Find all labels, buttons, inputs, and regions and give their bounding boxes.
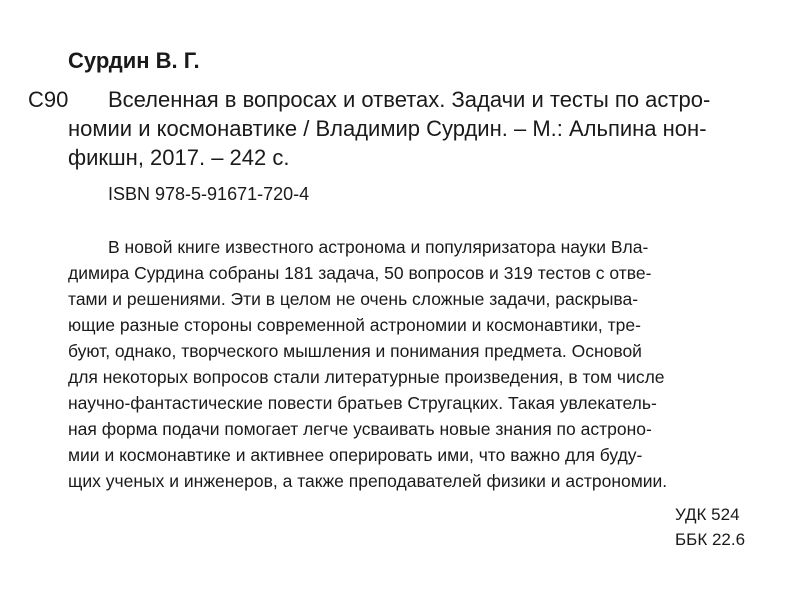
bbk-code: ББК 22.6 bbox=[675, 530, 746, 549]
annotation-line: буют, однако, творческого мышления и понимания предмета. Основой bbox=[68, 341, 642, 361]
annotation-line: научно-фантастические повести братьев Стругацких. Такая увлекатель- bbox=[68, 393, 657, 413]
annotation-line: для некоторых вопросов стали литературные произведения, в том числе bbox=[68, 367, 665, 387]
reference-line: Вселенная в вопросах и ответах. Задачи и тесты по астро- bbox=[108, 87, 711, 112]
annotation-line: димира Сурдина собраны 181 задача, 50 вопросов и 319 тестов с отве- bbox=[68, 263, 652, 283]
reference-line: фикшн, 2017. – 242 с. bbox=[68, 145, 290, 170]
isbn: ISBN 978-5-91671-720-4 bbox=[108, 184, 310, 204]
author-heading: Сурдин В. Г. bbox=[68, 48, 200, 73]
annotation-line: щих ученых и инженеров, а также преподавателей физики и астрономии. bbox=[68, 471, 668, 491]
annotation-line: ная форма подачи помогает легче усваивать новые знания по астроно- bbox=[68, 419, 652, 439]
annotation-line: В новой книге известного астронома и популяризатора науки Вла- bbox=[108, 237, 649, 257]
annotation-line: мии и космонавтике и активнее оперировать ими, что важно для буду- bbox=[68, 445, 643, 465]
reference-line: номии и космонавтике / Владимир Сурдин. – М.: Альпина нон- bbox=[68, 116, 707, 141]
annotation-line: ющие разные стороны современной астрономии и космонавтики, тре- bbox=[68, 315, 641, 335]
author-sign-code: С90 bbox=[28, 87, 69, 112]
udk-code: УДК 524 bbox=[675, 505, 740, 524]
annotation-line: тами и решениями. Эти в целом не очень сложные задачи, раскрыва- bbox=[68, 289, 639, 309]
